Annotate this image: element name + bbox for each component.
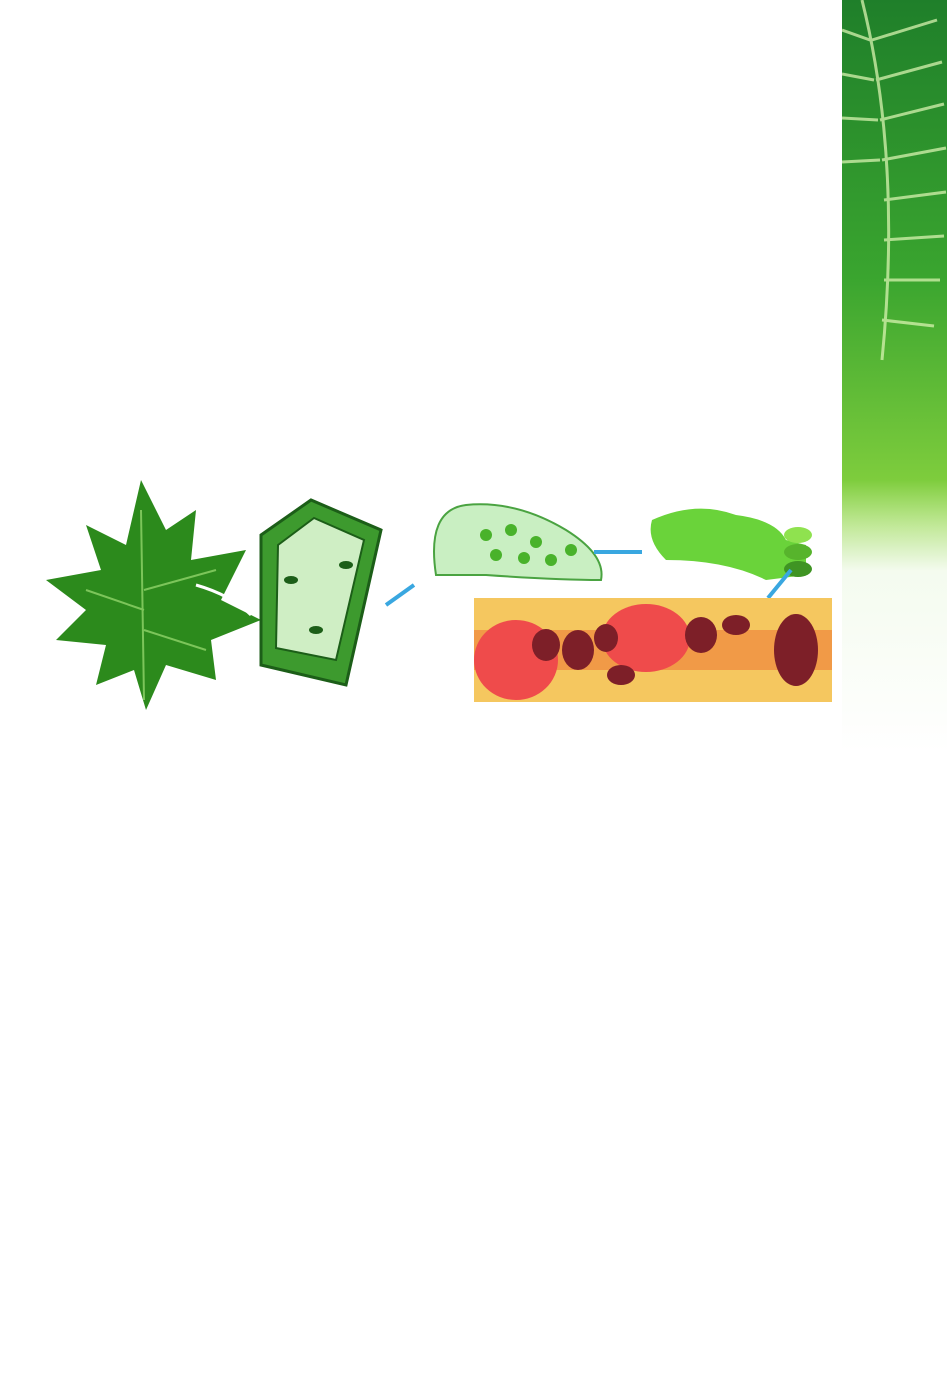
thylakoid-illustration <box>651 509 812 580</box>
arrow-icon <box>386 585 414 605</box>
figure-18-4 <box>46 470 834 732</box>
photosystems-illustration <box>474 598 832 702</box>
cell-illustration <box>261 500 381 685</box>
chloroplast-illustration <box>434 504 602 580</box>
fern-leaf-icon <box>842 0 947 520</box>
side-decoration <box>842 0 947 1389</box>
leaf-illustration <box>46 480 261 710</box>
chapter-side-label <box>850 616 940 1236</box>
